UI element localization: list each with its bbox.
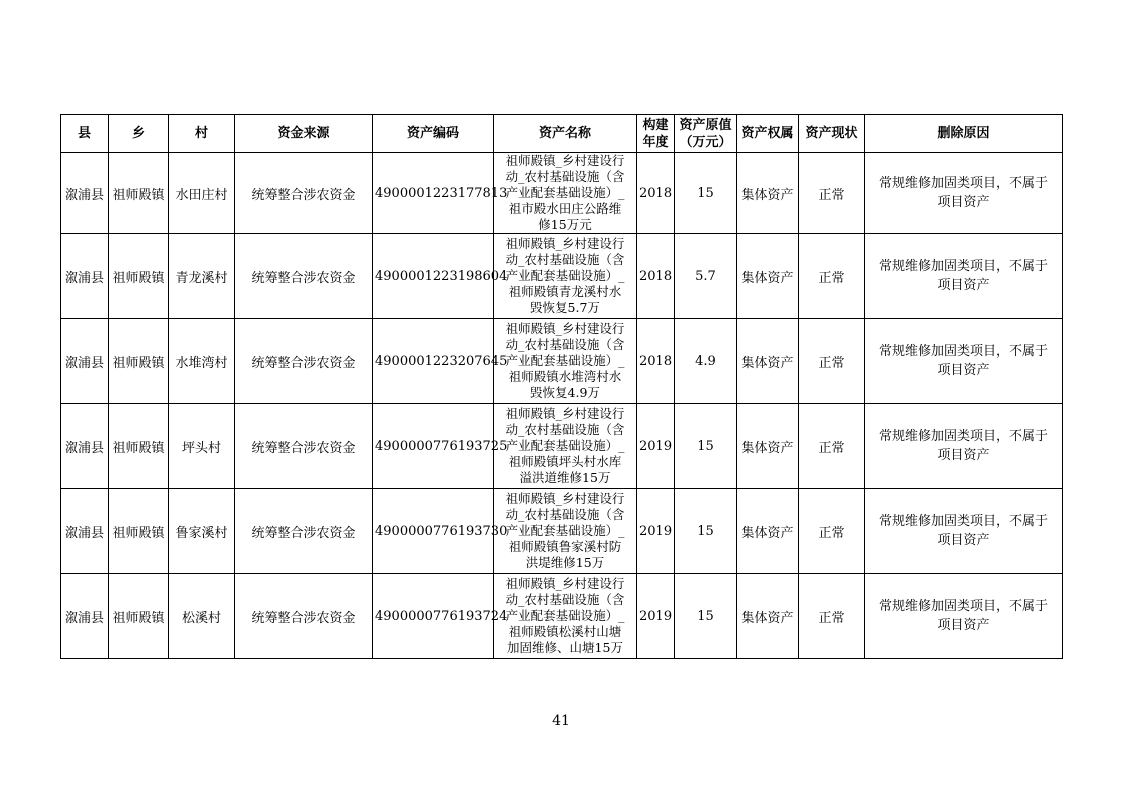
- cell-build-year: 2019: [637, 574, 675, 659]
- header-county: 县: [61, 115, 109, 153]
- cell-asset-name-line: 溢洪道维修15万: [519, 470, 611, 485]
- table-row: [61, 234, 1063, 319]
- cell-build-year: 2018: [637, 319, 675, 404]
- cell-asset-name: [494, 319, 637, 404]
- cell-original-value: 15: [675, 404, 737, 489]
- cell-status: 正常: [799, 153, 865, 234]
- cell-fund-source: 统筹整合涉农资金: [235, 234, 373, 319]
- cell-build-year: 2019: [637, 489, 675, 574]
- cell-reason-line: 常规维修加固类项目，不属于: [878, 429, 1048, 444]
- cell-status: 正常: [799, 234, 865, 319]
- cell-reason: [865, 574, 1063, 659]
- cell-asset-name-line: 毁恢复5.7万: [530, 300, 600, 315]
- cell-build-year: 2018: [637, 234, 675, 319]
- header-status: 资产现状: [799, 115, 865, 153]
- cell-reason-line: 项目资产: [937, 363, 990, 378]
- cell-asset-name-line: 加固维修、山塘15万: [507, 640, 623, 655]
- cell-build-year: 2019: [637, 404, 675, 489]
- cell-ownership: 集体资产: [737, 153, 799, 234]
- cell-asset-name: [494, 574, 637, 659]
- cell-township: 祖师殿镇: [109, 153, 169, 234]
- cell-asset-name-line: 祖师殿镇鲁家溪村防: [508, 539, 622, 554]
- cell-asset-name-line: 祖师殿镇_乡村建设行: [505, 153, 625, 168]
- cell-asset-name-line: 动_农村基础设施（含: [505, 592, 625, 607]
- cell-fund-source: 统筹整合涉农资金: [235, 489, 373, 574]
- cell-asset-name-line: 祖师殿镇松溪村山塘: [508, 624, 622, 639]
- cell-township: 祖师殿镇: [109, 574, 169, 659]
- cell-reason-line: 常规维修加固类项目，不属于: [878, 344, 1048, 359]
- cell-asset-code: 4900000776193724: [373, 574, 494, 659]
- cell-asset-code: 4900001223198604: [373, 234, 494, 319]
- cell-asset-name-line: 祖师殿镇_乡村建设行: [505, 406, 625, 421]
- cell-township: 祖师殿镇: [109, 404, 169, 489]
- cell-fund-source: 统筹整合涉农资金: [235, 319, 373, 404]
- page-number: 41: [552, 713, 570, 729]
- table-row: [61, 489, 1063, 574]
- header-ownership: 资产权属: [737, 115, 799, 153]
- cell-village: 水田庄村: [169, 153, 235, 234]
- cell-township: 祖师殿镇: [109, 234, 169, 319]
- header-original-value-line1: 资产原值: [679, 117, 732, 133]
- cell-asset-name-line: 祖师殿镇坪头村水库: [508, 454, 622, 469]
- cell-asset-name-line: 产业配套基础设施）_: [505, 268, 625, 283]
- cell-reason-line: 常规维修加固类项目，不属于: [878, 176, 1048, 191]
- cell-asset-code: 4900000776193725: [373, 404, 494, 489]
- cell-asset-name-line: 毁恢复4.9万: [530, 385, 600, 400]
- cell-village: 松溪村: [169, 574, 235, 659]
- cell-county: 溆浦县: [61, 574, 109, 659]
- cell-asset-name-line: 动_农村基础设施（含: [505, 169, 625, 184]
- cell-asset-name-line: 产业配套基础设施）_: [505, 185, 625, 200]
- cell-township: 祖师殿镇: [109, 319, 169, 404]
- header-reason: 删除原因: [865, 115, 1063, 153]
- cell-asset-name-line: 祖师殿镇青龙溪村水: [508, 284, 622, 299]
- cell-status: 正常: [799, 489, 865, 574]
- header-original-value-line2: （万元）: [679, 134, 732, 150]
- asset-deletion-table: [60, 114, 1063, 659]
- cell-township: 祖师殿镇: [109, 489, 169, 574]
- cell-original-value: 15: [675, 153, 737, 234]
- cell-original-value: 5.7: [675, 234, 737, 319]
- cell-asset-name-line: 产业配套基础设施）_: [505, 353, 625, 368]
- cell-status: 正常: [799, 574, 865, 659]
- header-fund-source: 资金来源: [235, 115, 373, 153]
- cell-village: 青龙溪村: [169, 234, 235, 319]
- cell-asset-name-line: 产业配套基础设施）_: [505, 608, 625, 623]
- cell-fund-source: 统筹整合涉农资金: [235, 404, 373, 489]
- cell-asset-name-line: 动_农村基础设施（含: [505, 252, 625, 267]
- cell-asset-name-line: 修15万元: [538, 217, 592, 232]
- cell-asset-code: 4900001223177813: [373, 153, 494, 234]
- cell-asset-name-line: 祖师殿镇水堆湾村水: [508, 369, 622, 384]
- header-original-value: [675, 115, 737, 153]
- cell-reason-line: 常规维修加固类项目，不属于: [878, 259, 1048, 274]
- cell-asset-name-line: 动_农村基础设施（含: [505, 337, 625, 352]
- cell-ownership: 集体资产: [737, 574, 799, 659]
- cell-status: 正常: [799, 404, 865, 489]
- cell-village: 坪头村: [169, 404, 235, 489]
- header-build-year-line2: 年度: [642, 134, 669, 150]
- cell-asset-code: 4900001223207645: [373, 319, 494, 404]
- cell-asset-name-line: 祖市殿水田庄公路维: [508, 201, 622, 216]
- cell-asset-name-line: 动_农村基础设施（含: [505, 422, 625, 437]
- cell-ownership: 集体资产: [737, 234, 799, 319]
- table-body: [61, 153, 1063, 659]
- cell-asset-name: [494, 234, 637, 319]
- header-village: 村: [169, 115, 235, 153]
- table-row: [61, 574, 1063, 659]
- table-row: [61, 319, 1063, 404]
- cell-county: 溆浦县: [61, 404, 109, 489]
- cell-asset-name-line: 动_农村基础设施（含: [505, 507, 625, 522]
- cell-original-value: 15: [675, 574, 737, 659]
- header-build-year-line1: 构建: [642, 117, 669, 133]
- cell-reason: [865, 489, 1063, 574]
- header-asset-code: 资产编码: [373, 115, 494, 153]
- cell-reason-line: 项目资产: [937, 195, 990, 210]
- table-row: [61, 153, 1063, 234]
- header-build-year: [637, 115, 675, 153]
- cell-reason-line: 常规维修加固类项目，不属于: [878, 599, 1048, 614]
- cell-asset-name: [494, 489, 637, 574]
- cell-reason: [865, 234, 1063, 319]
- cell-reason-line: 项目资产: [937, 533, 990, 548]
- cell-reason-line: 常规维修加固类项目，不属于: [878, 514, 1048, 529]
- header-township: 乡: [109, 115, 169, 153]
- cell-asset-name-line: 祖师殿镇_乡村建设行: [505, 576, 625, 591]
- cell-status: 正常: [799, 319, 865, 404]
- cell-asset-name: [494, 153, 637, 234]
- cell-county: 溆浦县: [61, 319, 109, 404]
- cell-village: 鲁家溪村: [169, 489, 235, 574]
- cell-fund-source: 统筹整合涉农资金: [235, 574, 373, 659]
- cell-county: 溆浦县: [61, 153, 109, 234]
- cell-reason-line: 项目资产: [937, 278, 990, 293]
- cell-original-value: 15: [675, 489, 737, 574]
- cell-asset-name-line: 产业配套基础设施）_: [505, 523, 625, 538]
- cell-asset-name-line: 祖师殿镇_乡村建设行: [505, 321, 625, 336]
- cell-asset-name-line: 产业配套基础设施）_: [505, 438, 625, 453]
- cell-original-value: 4.9: [675, 319, 737, 404]
- table-header-row: [61, 115, 1063, 153]
- cell-county: 溆浦县: [61, 234, 109, 319]
- cell-reason: [865, 319, 1063, 404]
- table-row: [61, 404, 1063, 489]
- cell-reason-line: 项目资产: [937, 618, 990, 633]
- cell-ownership: 集体资产: [737, 489, 799, 574]
- cell-reason-line: 项目资产: [937, 448, 990, 463]
- cell-ownership: 集体资产: [737, 319, 799, 404]
- header-asset-name: 资产名称: [494, 115, 637, 153]
- cell-county: 溆浦县: [61, 489, 109, 574]
- cell-build-year: 2018: [637, 153, 675, 234]
- cell-asset-code: 4900000776193730: [373, 489, 494, 574]
- cell-reason: [865, 404, 1063, 489]
- cell-asset-name-line: 祖师殿镇_乡村建设行: [505, 491, 625, 506]
- cell-ownership: 集体资产: [737, 404, 799, 489]
- cell-asset-name: [494, 404, 637, 489]
- cell-fund-source: 统筹整合涉农资金: [235, 153, 373, 234]
- cell-reason: [865, 153, 1063, 234]
- cell-asset-name-line: 洪堤维修15万: [525, 555, 605, 570]
- cell-asset-name-line: 祖师殿镇_乡村建设行: [505, 236, 625, 251]
- cell-village: 水堆湾村: [169, 319, 235, 404]
